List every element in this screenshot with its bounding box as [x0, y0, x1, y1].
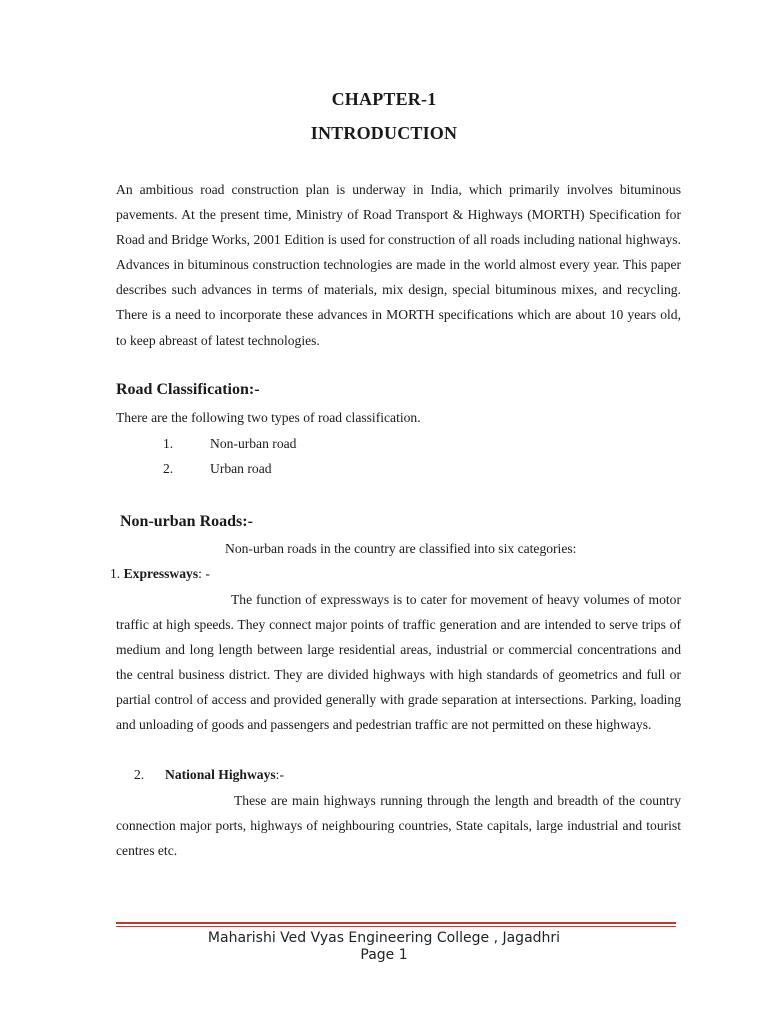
- footer-college: Maharishi Ved Vyas Engineering College , Jagadhri: [207, 930, 561, 946]
- expressways-term: Expressways: [123, 566, 199, 581]
- list-item: Non-urban road: [210, 436, 297, 451]
- term-suffix: :-: [275, 767, 284, 782]
- term-suffix: : -: [198, 566, 210, 581]
- footer-page-number: Page 1: [360, 947, 408, 963]
- list-item-number: 1.: [163, 436, 174, 451]
- item-number: 2.: [134, 767, 145, 782]
- footer-rule-thin: [116, 926, 676, 927]
- expressways-paragraph: The function of expressways is to cater for movement of heavy volumes of motor traffic at high speeds. They connect major points of traffic generation and are intended to serve trips of medium and long length between large residential areas, industrial or commercial concentrations and the central business district. They are divided highways with high standards of geometrics and full or partial control of access and provided generally with grade separation at intersections. Parking, loading and unloading of goods and passengers and pedestrian traffic are not permitted on these highways.: [116, 592, 681, 733]
- non-urban-heading: Non-urban Roads:-: [120, 513, 253, 530]
- national-highways-paragraph: These are main highways running through the length and breadth of the country connection major ports, highways of neighbouring countries, State capitals, large industrial and tourist centres etc.: [116, 793, 681, 859]
- expressways-label: [110, 566, 210, 582]
- national-highways-label: [134, 767, 284, 783]
- chapter-label: CHAPTER-1: [331, 89, 437, 109]
- intro-paragraph: An ambitious road construction plan is underway in India, which primarily involves bituminous pavements. At the present time, Ministry of Road Transport & Highways (MORTH) Specification for Road and Bridge Works, 2001 Edition is used for construction of all roads including national highways. Advances in bituminous construction technologies are made in the world almost every year. This paper describes such advances in terms of materials, mix design, special bituminous mixes, and recycling. There is a need to incorporate these advances in MORTH specifications which are about 10 years old, to keep abreast of latest technologies.: [116, 182, 681, 348]
- page-title: INTRODUCTION: [310, 123, 458, 143]
- footer-rule: [116, 922, 676, 924]
- list-item: Urban road: [210, 461, 272, 476]
- list-item-number: 2.: [163, 461, 174, 476]
- road-classification-intro: There are the following two types of road classification.: [116, 410, 421, 425]
- road-classification-heading: Road Classification:-: [116, 381, 260, 398]
- national-highways-term: National Highways: [165, 767, 276, 782]
- non-urban-intro: Non-urban roads in the country are classified into six categories:: [225, 541, 577, 556]
- item-number: 1.: [110, 566, 121, 581]
